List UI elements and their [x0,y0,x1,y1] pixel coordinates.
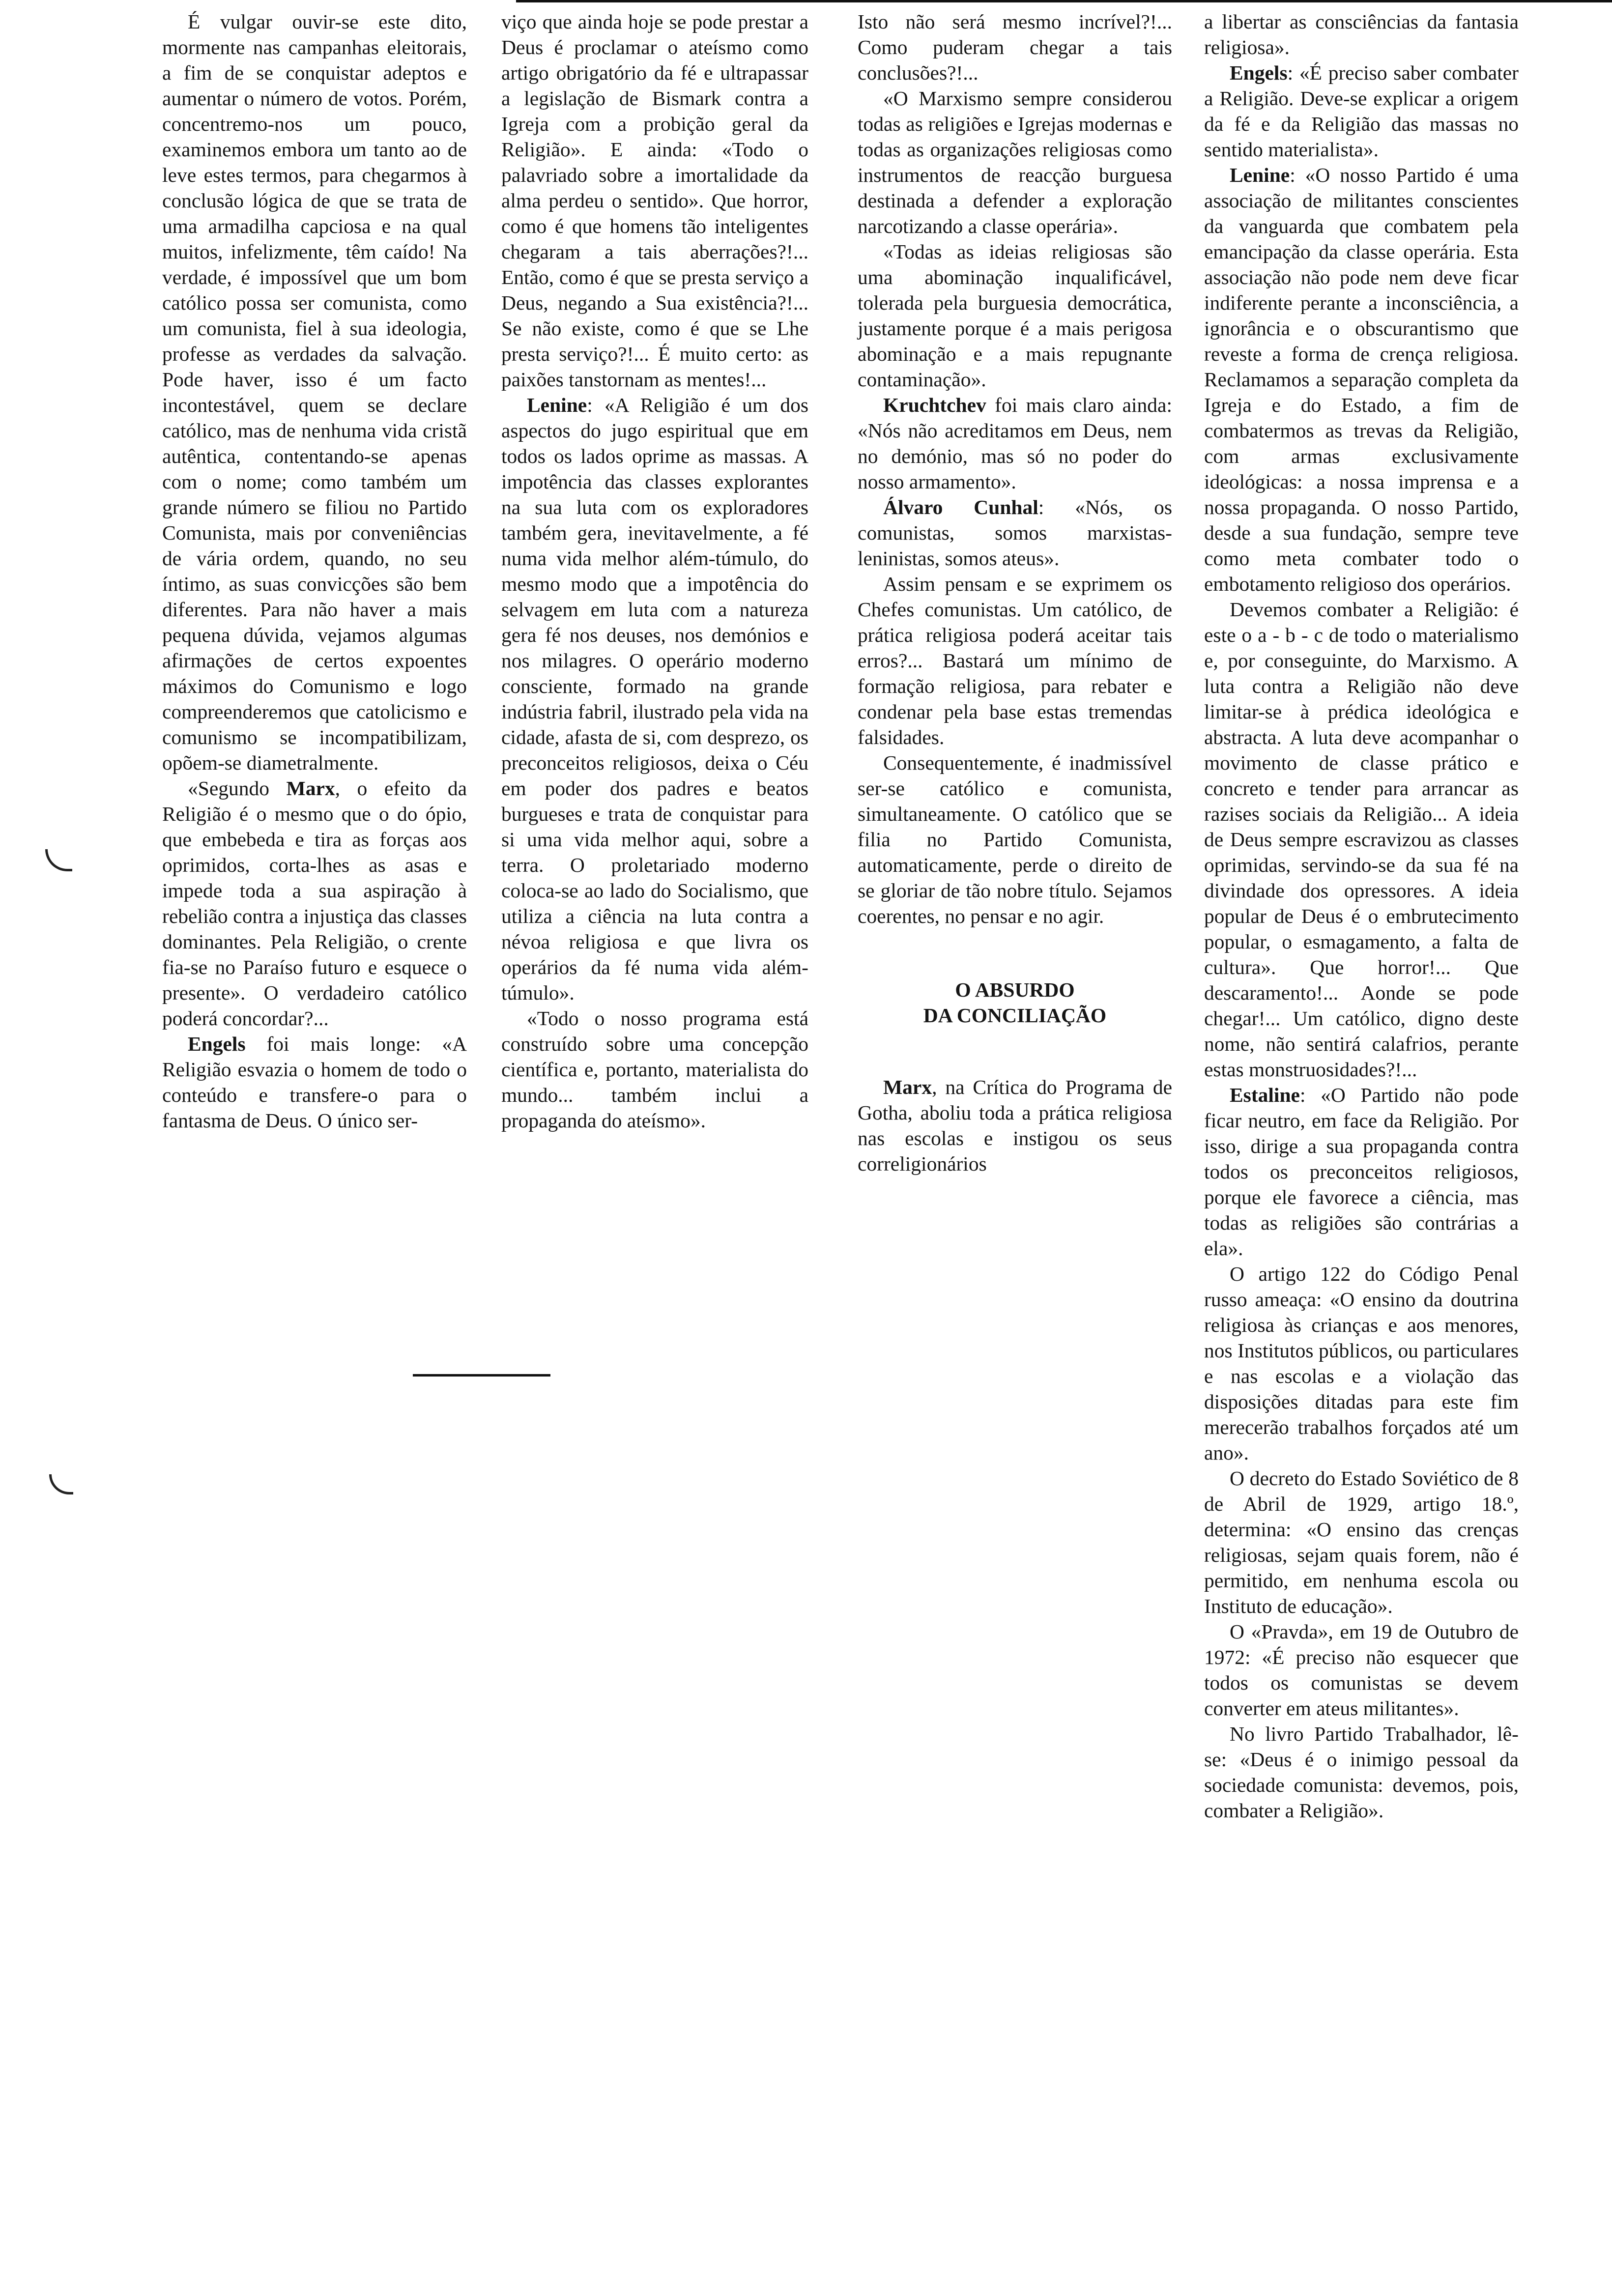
text-column-3 [858,9,1172,1177]
text-run: O artigo 122 do Código Penal russo ameaça: «O ensino da doutrina religiosa às crianças e aos menores, nos Institutos públicos, ou particulares e nas escolas e a violação das disposições ditadas para este fim merecerão trabalhos forçados até um ano». [1204,1263,1519,1464]
speaker-name: Estaline [1230,1084,1300,1106]
paragraph [858,86,1172,239]
paragraph [162,775,467,1031]
speaker-name: Kruchtchev [883,394,986,416]
paragraph [858,239,1172,392]
paragraph [1204,9,1519,60]
margin-mark [45,849,72,871]
paragraph [858,494,1172,571]
paragraph [1204,1619,1519,1721]
margin-mark [49,1474,73,1494]
column-end-rule [413,1374,550,1377]
heading-line: O ABSURDO [955,978,1075,1001]
speaker-name: Lenine [527,394,587,416]
heading-line: DA CONCILIAÇÃO [923,1004,1107,1027]
text-run: : «É preciso saber combater a Religião. Deve-se explicar a origem da fé e da Religião das massas no sentido materialista». [1204,61,1519,161]
text-run: No livro Partido Trabalhador, lê-se: «Deus é o inimigo pessoal da sociedade comunista: devemos, pois, combater a Religião». [1204,1722,1519,1822]
paragraph [1204,1082,1519,1261]
text-run: foi mais longe: «A Religião esvazia o homem de todo o conteúdo e transfere-o para o fantasma de Deus. O único ser- [162,1033,467,1132]
paragraph [858,750,1172,929]
text-run: viço que ainda hoje se pode prestar a Deus é proclamar o ateísmo como artigo obrigatório da fé e ultrapassar a legislação de Bismark contra a Igreja com a probição geral da Religião». E ainda: «Todo o palavriado sobre a imortalidade da alma perdeu o sentido». Que horror, como é que homens tão inteligentes chegaram a tais aberrações?!... Então, como é que se presta serviço a Deus, negando a Sua existência?!... Se não existe, como é que se Lhe presta serviço?!... É muito certo: as paixões tanstornam as mentes!... [501,10,808,391]
text-run: , na Crítica do Programa de Gotha, aboliu toda a prática religiosa nas escolas e instigou os seus correligionários [858,1076,1172,1175]
text-run: , o efeito da Religião é o mesmo que o do ópio, que embebeda e tira as forças aos oprimidos, corta-lhes as asas e impede toda a sua aspiração à rebelião contra a injustiça das classes dominantes. Pela Religião, o crente fia-se no Paraíso futuro e esquece o presente». O verdadeiro católico poderá concordar?... [162,777,467,1030]
text-run: : «O Partido não pode ficar neutro, em face da Religião. Por isso, dirige a sua propaganda contra todos os preconceitos religiosos, porque ele favorece a ciência, mas todas as religiões são contrárias a ela». [1204,1084,1519,1260]
text-run: : «Nós, os comunistas, somos marxistas-leninistas, somos ateus». [858,496,1172,570]
paragraph [1204,1261,1519,1465]
text-run: Assim pensam e se exprimem os Chefes comunistas. Um católico, de prática religiosa poderá aceitar tais erros?... Bastará um mínimo de formação religiosa, para rebater e condenar pela base estas tremendas falsidades. [858,573,1172,748]
text-run: «Todo o nosso programa está construído sobre uma concepção científica e, portanto, materialista do mundo... também inclui a propaganda do ateísmo». [501,1007,808,1132]
text-run: «Todas as ideias religiosas são uma abominação inqualificável, tolerada pela burguesia democrática, justamente porque é a mais perigosa abominação e a mais repugnante contaminação». [858,240,1172,391]
paragraph [858,571,1172,750]
paragraph [1204,597,1519,1082]
paragraph [501,1005,808,1133]
text-run: «Segundo [188,777,287,800]
paragraph [1204,162,1519,597]
text-run: O «Pravda», em 19 de Outubro de 1972: «É preciso não esquecer que todos os comunistas se devem converter em ateus militantes». [1204,1620,1519,1720]
paragraph [858,9,1172,86]
text-run: a libertar as consciências da fantasia religiosa». [1204,10,1519,58]
speaker-name: Álvaro Cunhal [883,496,1038,518]
text-run: foi mais claro ainda: «Nós não acreditamos em Deus, nem no demónio, mas só no poder do nosso armamento». [858,394,1172,493]
top-rule [516,0,1612,2]
text-run: Isto não será mesmo incrível?!... Como puderam chegar a tais conclusões?!... [858,10,1172,84]
paragraph [858,392,1172,494]
speaker-name: Engels [1230,61,1288,84]
speaker-name: Lenine [1230,164,1290,186]
text-run: Consequentemente, é inadmissível ser-se católico e comunista, simultaneamente. O católico que se filia no Partido Comunista, automaticamente, perde o direito de se gloriar de tão nobre título. Sejamos coerentes, no pensar e no agir. [858,751,1172,927]
paragraph [501,9,808,392]
speaker-name: Marx [883,1076,932,1098]
speaker-name: Marx [286,777,335,800]
text-run: : «A Religião é um dos aspectos do jugo espiritual que em todos os lados oprime as massas. A impotência das classes explorantes na sua luta com os exploradores também gera, inevitavelmente, a fé numa vida melhor além-túmulo, do mesmo modo que a impotência do selvagem em luta com a natureza gera fé nos deuses, nos demónios e nos milagres. O operário moderno consciente, formado na grande indústria fabril, ilustrado pela vida na cidade, afasta de si, com desprezo, os preconceitos religiosos, deixa o Céu em poder dos padres e beatos burgueses e trata de conquistar para si uma vida melhor aqui, sobre a terra. O proletariado moderno coloca-se ao lado do Socialismo, que utiliza a ciência na luta contra a névoa religiosa e que livra os operários da fé numa vida além-túmulo». [501,394,808,1004]
paragraph [162,9,467,775]
paragraph [858,1074,1172,1177]
text-run: O decreto do Estado Soviético de 8 de Abril de 1929, artigo 18.º, determina: «O ensino das crenças religiosas, sejam quais forem, não é permitido, em nenhuma escola ou Instituto de educação». [1204,1467,1519,1617]
text-run: Devemos combater a Religião: é este o a - b - c de todo o materialismo e, por conseguinte, do Marxismo. A luta contra a Religião não deve limitar-se à prédica ideológica e abstracta. A luta deve acompanhar o movimento de classe prático e concreto e tender para arrancar as razises sociais da Religião... A ideia de Deus sempre escravizou as classes oprimidas, servindo-se da sua fé na divindade dos opressores. A ideia popular de Deus é o embrutecimento popular, o esmagamento, a falta de cultura». Que horror!... Que descaramento!... Aonde se pode chegar!... Um católico, digno deste nome, não sentirá calafrios, perante estas monstruosidades?!... [1204,598,1519,1081]
text-column-4 [1204,9,1519,1823]
text-run: É vulgar ouvir-se este dito, mormente nas campanhas eleitorais, a fim de se conquistar adeptos e aumentar o número de votos. Porém, concentremo-nos um pouco, examinemos embora um tanto ao de leve estes termos, para chegarmos à conclusão lógica de que se trata de uma armadilha capciosa e na qual muitos, infelizmente, têm caído! Na verdade, é impossível que um bom católico possa ser comunista, como um comunista, fiel à sua ideologia, professe as verdades da salvação. Pode haver, isso é um facto incontestável, quem se declare católico, mas de nenhuma vida cristã autêntica, contentando-se apenas com o nome; como também um grande número se filiou no Partido Comunista, mais por conveniências de vária ordem, quando, no seu íntimo, as suas convicções são bem diferentes. Para não haver a mais pequena dúvida, vejamos algumas afirmações de certos expoentes máximos do Comunismo e logo compreenderemos que catolicismo e comunismo se incompatibilizam, opõem-se diametralmente. [162,10,467,774]
text-run: : «O nosso Partido é uma associação de militantes conscientes da vanguarda que combatem pela emancipação da classe operária. Esta associação não pode nem deve ficar indiferente perante a inconsciência, a ignorância e o obscurantismo que reveste a forma de crença religiosa. Reclamamos a separação completa da Igreja e do Estado, a fim de combatermos as trevas da Religião, com armas exclusivamente ideológicas: a nossa imprensa e a nossa propaganda. O nosso Partido, desde a sua fundação, sempre teve como meta combater todo o embotamento religioso dos operários. [1204,164,1519,595]
paragraph [1204,1465,1519,1619]
speaker-name: Engels [188,1033,246,1055]
text-column-1 [162,9,467,1133]
text-column-2 [501,9,808,1133]
paragraph [1204,1721,1519,1823]
section-heading [858,977,1172,1028]
paragraph [162,1031,467,1133]
paragraph [1204,60,1519,162]
paragraph [501,392,808,1005]
text-run: «O Marxismo sempre considerou todas as religiões e Igrejas modernas e todas as organizações religiosas como instrumentos de reacção burguesa destinada a defender a exploração narcotizando a classe operária». [858,87,1172,237]
